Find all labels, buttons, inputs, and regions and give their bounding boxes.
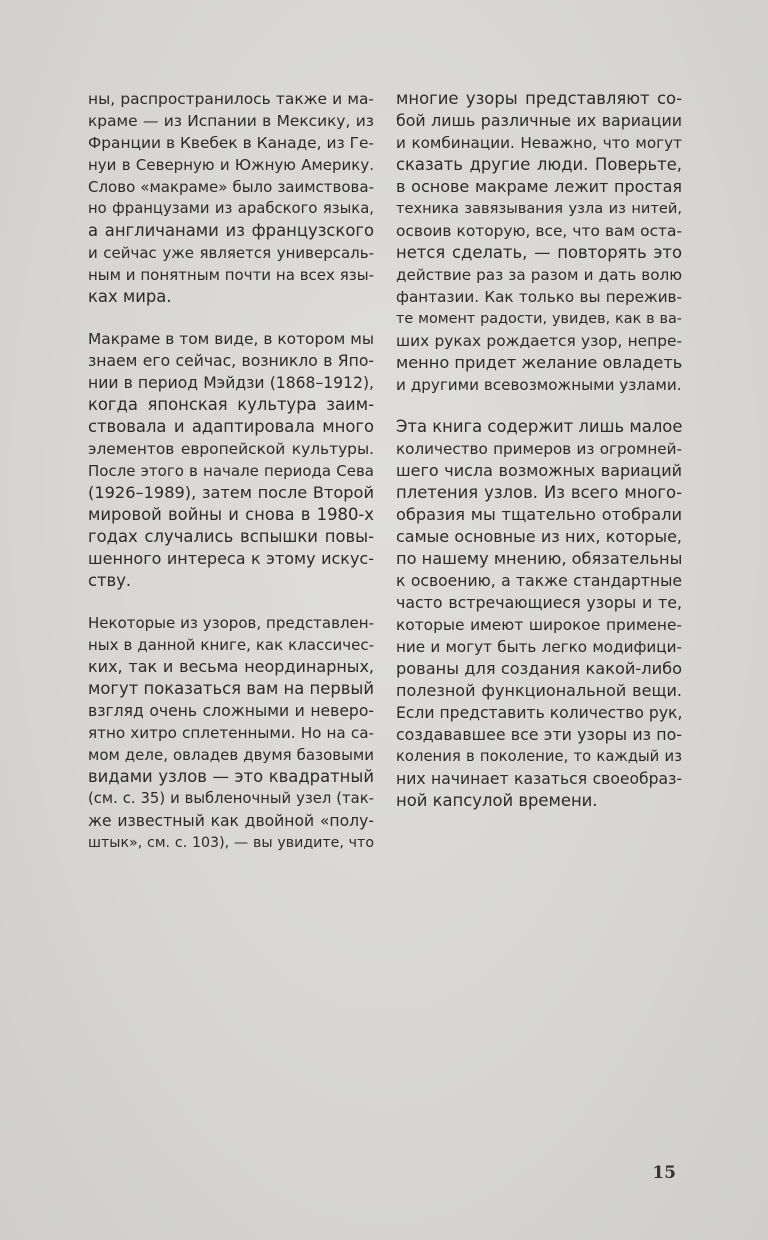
text-line: и другими всевозможными узлами.: [396, 376, 682, 394]
text-line: а англичанами из французского: [88, 221, 374, 240]
text-line: элементов европейской культуры.: [88, 440, 374, 458]
text-line: видами узлов — это квадратный: [88, 767, 374, 786]
text-line: Макраме в том виде, в котором мы: [88, 330, 374, 348]
text-line: После этого в начале периода Сева: [88, 462, 374, 480]
paragraph: [88, 328, 374, 592]
text-line: знаем его сейчас, возникло в Япо-: [88, 352, 374, 370]
text-line: ние и могут быть легко модифици-: [396, 638, 682, 656]
text-line: и комбинации. Неважно, что могут: [396, 134, 682, 152]
text-line: действие раз за разом и дать волю: [396, 266, 682, 284]
paragraph: [88, 88, 374, 308]
paragraph: [396, 416, 682, 812]
text-line: (1926–1989), затем после Второй: [88, 483, 374, 502]
text-line: же известный как двойной «полу-: [88, 812, 374, 830]
text-line: нуи в Северную и Южную Америку.: [88, 156, 374, 174]
text-line: но французами из арабского языка,: [88, 200, 374, 217]
text-line: рованы для создания какой-либо: [396, 659, 682, 678]
text-line: годах случались вспышки повы-: [88, 527, 374, 546]
text-line: фантазии. Как только вы пережив-: [396, 288, 682, 306]
text-line: те момент радости, увидев, как в ва-: [396, 311, 682, 327]
paragraph: [88, 612, 374, 854]
text-line: могут показаться вам на первый: [88, 679, 374, 698]
text-line: самые основные из них, которые,: [396, 527, 682, 546]
text-line: нется сделать, — повторять это: [396, 243, 682, 262]
text-line: к освоению, а также стандартные: [396, 572, 682, 590]
text-line: ших руках рождается узор, непре-: [396, 332, 682, 350]
text-line: ких, так и весьма неординарных,: [88, 657, 374, 676]
text-line: освоив которую, все, что вам оста-: [396, 222, 682, 240]
text-line: менно придет желание овладеть: [396, 353, 683, 372]
text-line: мом деле, овладев двумя базовыми: [88, 746, 374, 764]
left-column: [88, 88, 374, 874]
text-line: шенного интереса к этому искус-: [88, 549, 374, 568]
text-line: сказать другие люди. Поверьте,: [396, 155, 682, 174]
text-line: шего числа возможных вариаций: [396, 461, 682, 480]
text-line: (см. с. 35) и выбленочный узел (так-: [88, 790, 374, 807]
text-line: плетения узлов. Из всего много-: [396, 483, 682, 502]
text-line: которые имеют широкое примене-: [396, 616, 682, 634]
text-line: взгляд очень сложными и неверо-: [88, 702, 374, 720]
text-line: Если представить количество рук,: [396, 704, 683, 722]
text-line: коления в поколение, то каждый из: [396, 748, 682, 765]
text-line: ным и понятным почти на всех язы-: [88, 266, 374, 284]
text-line: бой лишь различные их вариации: [396, 111, 682, 130]
text-line: образия мы тщательно отобрали: [396, 505, 682, 524]
text-line: в основе макраме лежит простая: [396, 177, 682, 196]
text-line: штык», см. с. 103), — вы увидите, что: [88, 835, 374, 851]
text-line: когда японская культура заим-: [88, 395, 374, 414]
text-line: количество примеров из огромней-: [396, 440, 682, 458]
text-line: нии в период Мэйдзи (1868–1912),: [88, 374, 374, 392]
text-line: ках мира.: [88, 287, 172, 306]
text-line: ной капсулой времени.: [396, 791, 598, 810]
text-line: и сейчас уже является универсаль-: [88, 244, 374, 262]
text-line: по нашему мнению, обязательны: [396, 549, 683, 568]
text-line: ятно хитро сплетенными. Но на са-: [88, 724, 374, 742]
text-line: краме — из Испании в Мексику, из: [88, 112, 374, 130]
text-line: полезной функциональной вещи.: [396, 681, 682, 700]
text-line: часто встречающиеся узоры и те,: [396, 593, 682, 612]
text-line: создававшее все эти узоры из по-: [396, 725, 682, 744]
text-line: них начинает казаться своеобраз-: [396, 770, 682, 788]
text-line: Слово «макраме» было заимствова-: [88, 178, 374, 196]
text-line: Эта книга содержит лишь малое: [396, 417, 683, 436]
text-line: ствовала и адаптировала много: [88, 417, 374, 436]
text-line: ных в данной книге, как классичес-: [88, 636, 374, 654]
text-line: Некоторые из узоров, представлен-: [88, 614, 374, 632]
text-line: ны, распространилось также и ма-: [88, 90, 374, 108]
right-column: [396, 88, 682, 832]
text-line: ству.: [88, 571, 132, 590]
paragraph: [396, 88, 682, 396]
text-line: мировой войны и снова в 1980-х: [88, 505, 374, 524]
text-line: Франции в Квебек в Канаде, из Ге-: [88, 134, 374, 152]
text-line: техника завязывания узла из нитей,: [396, 200, 682, 217]
text-line: многие узоры представляют со-: [396, 89, 682, 108]
page-number: 15: [652, 1163, 676, 1183]
